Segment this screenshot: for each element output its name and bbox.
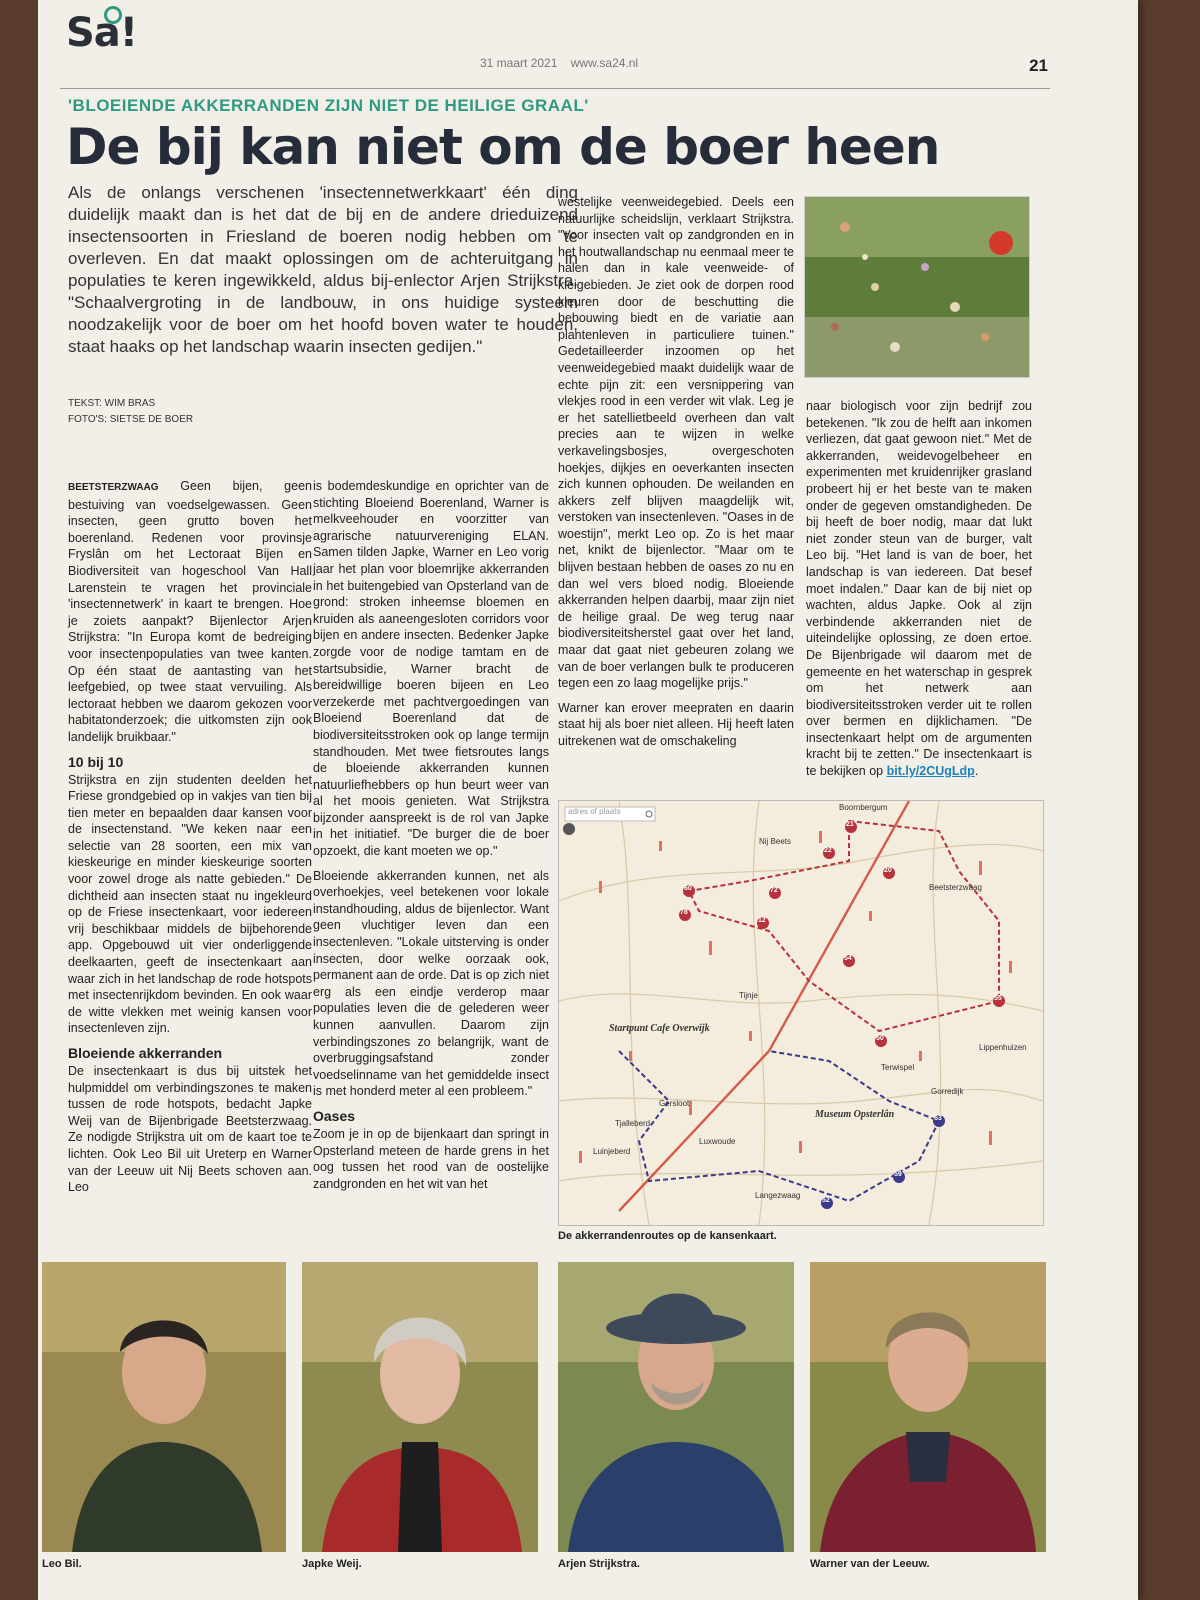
page-number: 21: [1029, 56, 1048, 75]
place-label: Gersloot: [659, 1099, 690, 1108]
place-label: Terwispel: [881, 1063, 915, 1072]
marker-label: 60: [684, 885, 692, 892]
place-label: Startpunt Cafe Overwijk: [609, 1023, 710, 1034]
article-headline: De bij kan niet om de boer heen: [66, 118, 940, 176]
article-column-2: [313, 478, 549, 1200]
photo-caption: Japke Weij.: [302, 1558, 362, 1570]
marker-label: 50: [876, 1035, 884, 1042]
logo-dot-icon: [104, 6, 122, 24]
flower-field-photo: [804, 196, 1030, 378]
masthead-logo: [66, 10, 137, 56]
newspaper-page: [38, 0, 1138, 1600]
paragraph: Warner kan erover meepraten en daarin staat hij als boer niet alleen. Hij heeft laten uitrekenen wat de omschakeling: [558, 700, 794, 748]
map-canvas: [559, 801, 1043, 1225]
dateline: BEETSTERZWAAG: [68, 482, 159, 493]
place-label: Lippenhuizen: [979, 1043, 1027, 1052]
paragraph: [68, 478, 312, 746]
portrait-arjen-strijkstra: [558, 1262, 794, 1552]
paragraph: De insectenkaart is dus bij uitstek het hulpmiddel om verbindingszones te maken tussen de rode hotspots, bedacht Japke Weij van de Bijenbrigade Beetsterzwaag. Ze nodigde Strijkstra uit om de kaart toe te lichten. Ook Leo Bil uit Ureterp en Warner van der Leeuw uit Nij Beets schoven aan. Leo: [68, 1064, 312, 1195]
marker-label: 78: [680, 909, 688, 916]
marker-label: 20: [884, 867, 892, 874]
photo-caption: Warner van der Leeuw.: [810, 1558, 930, 1570]
place-label: Tijnje: [739, 991, 758, 1000]
page-meta: [480, 56, 648, 70]
paragraph: westelijke veenweidegebied. Deels een natuurlijke scheidslijn, verklaart Strijkstra. "Voor insecten valt op zandgronden en in het houtwallandschap nu eenmaal meer te halen dan in kale veenweide- of kleigebieden. Je ziet ook de dorpen rood kleuren door de beschutting die bebouwing biedt en de variatie aan plantenleven in particuliere tuinen." Gedetailleerder inzoomen op het veenweidegebied maakt duidelijk waar de echte pijn zit: een versnippering van vlekjes rood in een verder wit vlak. Leg je er het satellietbeeld overheen dan valt precies aan te wijzen in welke verkavelingsbosjes, overgeschoten hoekjes, dijkjes en oeverkanten insecten zich kunnen ophouden. De weilanden en akkers zelf blijven maagdelijk wit, verstoken van insectenleven. "Oases in de woestijn", merkt Leo op. Zo is het maar net, knikt de bijenlector. "Maar om te blijven bestaan hebben de oases zo nu en dan wel vers bloed nodig. Bloeiende akkerranden helpen daarbij, maar zijn niet de heilige graal. De weg terug naar biodiversiteitsherstel gaat over het land, maar dat gaat niet gebeuren zolang we van de boer verlangen bulk te produceren tegen een zo laag mogelijke prijs.": [558, 195, 794, 691]
map-search-placeholder: adres of plaats: [568, 807, 621, 816]
place-label: Luinjeberd: [593, 1147, 631, 1156]
paragraph: Strijkstra en zijn studenten deelden het Friese grondgebied op in vakjes van tien bij tien meter en bepaalden daar kansen voor de insectenstand. "We keken naar een selectie van 28 soorten, een mix van kieskeurige en minder kieskeurige soorten voor zowel droge als natte gebieden." De dichtheid aan insecten staat nu ingekleurd op de Friese insectenkaart, voor iedereen vrij beschikbaar middels de bijbehorende app. Opgebouwd uit vier onderliggende deelkaarten, geeft de insectenkaart aan waar zich in het landschap de rode hotspots met insectenrijkdom bevinden. En ook waar de witte vlekken met weinig kansen voor insectenleven zijn.: [68, 772, 312, 1036]
place-label: Beetsterzwaag: [929, 883, 982, 892]
photo-caption: Arjen Strijkstra.: [558, 1558, 640, 1570]
route-map[interactable]: [558, 800, 1044, 1226]
subheading: 10 bij 10: [68, 753, 124, 770]
portrait-warner-van-der-leeuw: [810, 1262, 1046, 1552]
flower-photo-image: [805, 197, 1029, 377]
place-label: Museum Opsterlân: [815, 1109, 895, 1120]
place-label: Gorredijk: [931, 1087, 964, 1096]
article-column-1: [68, 478, 312, 1204]
marker-label: 21: [846, 821, 854, 828]
marker-label: 12: [758, 917, 766, 924]
period: .: [974, 764, 979, 779]
place-label: Boornbergum: [839, 803, 888, 812]
credit-photo: FOTO'S: SIETSE DE BOER: [68, 414, 194, 425]
paragraph: Zoom je in op de bijenkaart dan springt in Opsterland meteen de harde grens in het oog tussen het rood van de oostelijke zandgronden en het wit van het: [313, 1126, 549, 1191]
portrait-leo-bil: [42, 1262, 286, 1552]
photo-caption: Leo Bil.: [42, 1558, 82, 1570]
marker-label: 22: [824, 847, 832, 854]
portrait-image: [810, 1262, 1046, 1552]
marker-label: 63: [934, 1115, 942, 1122]
marker-label: 54: [844, 955, 852, 962]
marker-label: 52: [822, 1197, 830, 1204]
paragraph-text: Geen bijen, geen bestuiving van voedselgewassen. Geen insecten, geen grutto boven het boerenland. Redenen voor provinsje Fryslân om het Lectoraat Bijen en Biodiversiteit van hogeschool Van Hall Larenstein te vragen het provinciale 'insectennetwerk' in kaart te brengen. Hoe je zoiets aanpakt? Bijenlector Arjen Strijkstra: "In Europa komt de bedreiging voor insectenpopulaties van twee kanten. Op één staat de aantasting van het leefgebied, op twee staat vervuiling. Als lectoraat hebben we daarom gekozen voor habitatonderzoek; die uitkomsten zijn ook landelijk bruikbaar.": [68, 479, 312, 744]
insect-map-link[interactable]: bit.ly/2CUgLdp: [886, 764, 975, 779]
paragraph: [806, 398, 1032, 780]
marker-label: 55: [994, 995, 1002, 1002]
subheading: Bloeiende akkerranden: [68, 1045, 223, 1061]
portrait-image: [558, 1262, 794, 1552]
credit-text: TEKST: WIM BRAS: [68, 398, 156, 409]
logo-text: Sa!: [66, 10, 138, 56]
article-column-3: [558, 194, 794, 758]
portrait-japke-weij: [302, 1262, 538, 1552]
header-rule: [60, 88, 1050, 89]
website: www.sa24.nl: [570, 56, 639, 70]
article-credits: [68, 396, 193, 428]
portrait-image: [302, 1262, 538, 1552]
paragraph-text: naar biologisch voor zijn bedrijf zou betekenen. "Ik zou de helft aan inkomen verliezen, dat gaat gewoon niet." Met de akkerranden, weidevogelbeheer en experimenten met kruidenrijker grasland probeert hij er het beste van te maken onder de gegeven omstandigheden. De bij heeft de boer nodig, maar dat lukt niet zonder steun van de burger, valt Leo bij. "Het land is van de boer, het landschap is van iedereen. Dat besef moet indalen." Daar kan de bij niet op wachten, aldus Japke. Ook al zijn verbindende akkerranden niet de uiteindelijke oplossing, ze doen ertoe. De Bijenbrigade wil daarom met de gemeente en het waterschap in gesprek om het netwerk aan biodiversiteitsstroken verder uit te rollen over bermen en dijklichamen. "De insectenkaart helpt om de argumenten kracht bij te zetten." De insectenkaart is te bekijken op: [806, 399, 1032, 779]
place-label: Luxwoude: [699, 1137, 736, 1146]
portrait-image: [42, 1262, 286, 1552]
map-caption: De akkerrandenroutes op de kansenkaart.: [558, 1230, 777, 1242]
article-column-4: [806, 398, 1032, 788]
place-label: Nij Beets: [759, 837, 792, 846]
paragraph: is bodemdeskundige en oprichter van de stichting Bloeiend Boerenland, Warner is melkveehouder en voorzitter van agrarische natuurvereniging ELAN. Samen tilden Japke, Warner en Leo vorig jaar het plan voor bloemrijke akkerranden in het buitengebied van Opsterland van de grond: stroken inheemse bloemen en kruiden als aaneengesloten corridors voor bijen en andere insecten. Bedenker Japke zorgde voor de nodige tamtam en de startsubsidie, Warner bracht de bereidwillige boeren bijeen en Leo verzekerde met pachtvergoedingen van Bloeiend Boerenland dat de biodiversiteitsstroken ook op lange termijn standhouden. Met twee fietsroutes langs de bloeiende akkerranden kunnen natuurliefhebbers op hun beurt weer van al het moois genieten. Wat Strijkstra bijzonder aanspreekt is de rol van Japke in het initiatief. "De burger die de boer opzoekt, die kant moeten we op.": [313, 479, 549, 859]
subheading: Oases: [313, 1107, 356, 1124]
paragraph: Bloeiende akkerranden kunnen, net als overhoekjes, veel betekenen voor lokale instandhouding, aldus de bijenlector. Want geen vluchtiger leven dan een insectenleven. "Lokale uitsterving is onder insecten, door welke oorzaak ook, permanent aan de orde. Dat is op zich niet erg als een eindje verderop maar populaties leven die de gelederen weer kunnen aanvullen. Daarom zijn verbindingszones zo belangrijk, want de overbruggingsafstand zonder voedselinname van het gemiddelde insect is met honderd meter al een probleem.": [313, 868, 549, 1099]
article-kicker: 'BLOEIENDE AKKERRANDEN ZIJN NIET DE HEILIGE GRAAL': [68, 96, 589, 115]
map-layers-icon[interactable]: [563, 823, 575, 835]
marker-label: 59: [894, 1171, 902, 1178]
marker-label: 72: [770, 887, 778, 894]
place-label: Tjalleberd: [615, 1119, 651, 1128]
place-label: Langezwaag: [755, 1191, 801, 1200]
article-lead: Als de onlangs verschenen 'insectennetwerkkaart' één ding duidelijk maakt dan is het dat de bij en de andere drieduizend insectensoorten in Friesland de boeren nodig hebben om te overleven. En dat maakt oplossingen om de achteruitgang in populaties te keren ingewikkeld, aldus bij-enlector Arjen Strijkstra. "Schaalvergroting in de landbouw, in ons huidige systeem noodzakelijk voor de boer om het hoofd boven water te houden, staat haaks op het landschap waarin insecten gedijen.": [68, 183, 578, 356]
issue-date: 31 maart 2021: [480, 56, 558, 70]
